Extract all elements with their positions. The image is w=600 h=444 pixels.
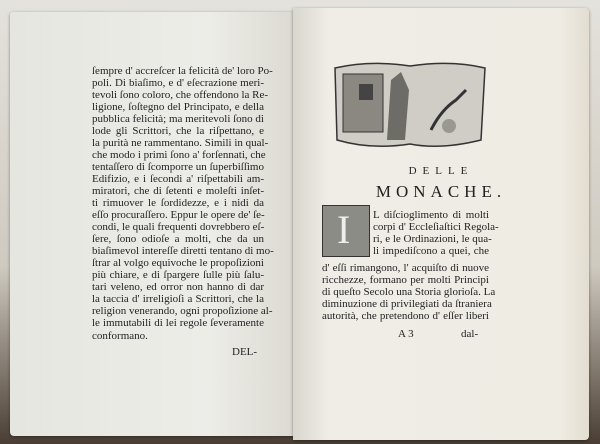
text-line: ſere, ſono odioſe a molti, che da un bbox=[92, 233, 264, 245]
text-line: ricchezze, formano per molti Principi bbox=[322, 274, 489, 286]
text-line: autorità, che pretendono d' eſſer liberi bbox=[322, 310, 489, 322]
text-line: corpi d' Eccleſiaſtici Regola- bbox=[373, 221, 499, 233]
text-line: pubblica felicità; ma meritevoli ſono di bbox=[92, 113, 264, 125]
initial-letter: I bbox=[337, 207, 351, 252]
heading-small: DELLE bbox=[408, 165, 474, 177]
text-line: tari veleno, ed orror non hanno di dar bbox=[92, 281, 264, 293]
last-line: conformano. bbox=[92, 330, 148, 342]
text-line: che modo i primi ſono a' forſennati, che bbox=[92, 149, 266, 161]
text-line: di queſto Secolo una Storia glorioſa. La bbox=[322, 286, 496, 298]
text-line: ſtrar al volgo equivoche le propoſizioni bbox=[92, 257, 264, 269]
text-line: tentaſſero di ſcomporre un ſuperbiſſimo bbox=[92, 161, 264, 173]
text-line: lode gli Scrittori, che la riſpettano, e bbox=[92, 125, 264, 137]
text-line: più chiare, e di ſpargere ſulle più ſalu- bbox=[92, 269, 264, 281]
engraved-vignette bbox=[331, 60, 489, 150]
text-line: le immutabili di lei regole ſeveramente bbox=[92, 317, 264, 329]
text-line: biaſimevol intereſſe diretti tentano di mo- bbox=[92, 245, 274, 257]
text-line: miratori, che di ſetenti e moleſti inſet- bbox=[92, 185, 264, 197]
text-line: diminuzione di privilegiati da ſtraniera bbox=[322, 298, 492, 310]
text-line: Edifizio, e i ſecondi a' riſpettabili am- bbox=[92, 173, 264, 185]
text-line: d' eſſi rimangono, l' acquiſto di nuove bbox=[322, 262, 489, 274]
catchword: DEL- bbox=[232, 346, 258, 358]
text-line: religion venerando, ogni propoſizione al- bbox=[92, 305, 273, 317]
text-line: ri, e le Ordinazioni, le qua- bbox=[373, 233, 492, 245]
text-line: ti rimuover le ſordidezze, e i nidi da bbox=[92, 197, 264, 209]
text-line: ligione, ſoſtegno del Principato, e della bbox=[92, 101, 264, 113]
text-line: ſempre d' accreſcer la felicità de' loro Po- bbox=[92, 65, 273, 77]
right-page bbox=[293, 8, 589, 440]
text-line: tevoli ſono coloro, che offendono la Re- bbox=[92, 89, 269, 101]
heading-title: MONACHE. bbox=[375, 182, 507, 201]
text-line: la purità ne rammentano. Simili in qual- bbox=[92, 137, 269, 149]
text-line: L diſcioglimento di molti bbox=[373, 209, 489, 221]
text-line: condi, le quali frequenti dovrebbero eſ- bbox=[92, 221, 265, 233]
text-line: li impediſcono a quei, che bbox=[373, 245, 489, 257]
catchword: dal- bbox=[461, 328, 479, 340]
text-line: la taccia d' irreligioſi a Scrittori, che la bbox=[92, 293, 264, 305]
left-page bbox=[10, 12, 293, 436]
decorated-initial bbox=[322, 205, 370, 257]
text-line: poli. Di biaſimo, e d' eſecrazione meri- bbox=[92, 77, 264, 89]
signature-mark: A 3 bbox=[398, 328, 414, 340]
text-line: eſſo procuraſſero. Eppur le opere de' ſe- bbox=[92, 209, 265, 221]
